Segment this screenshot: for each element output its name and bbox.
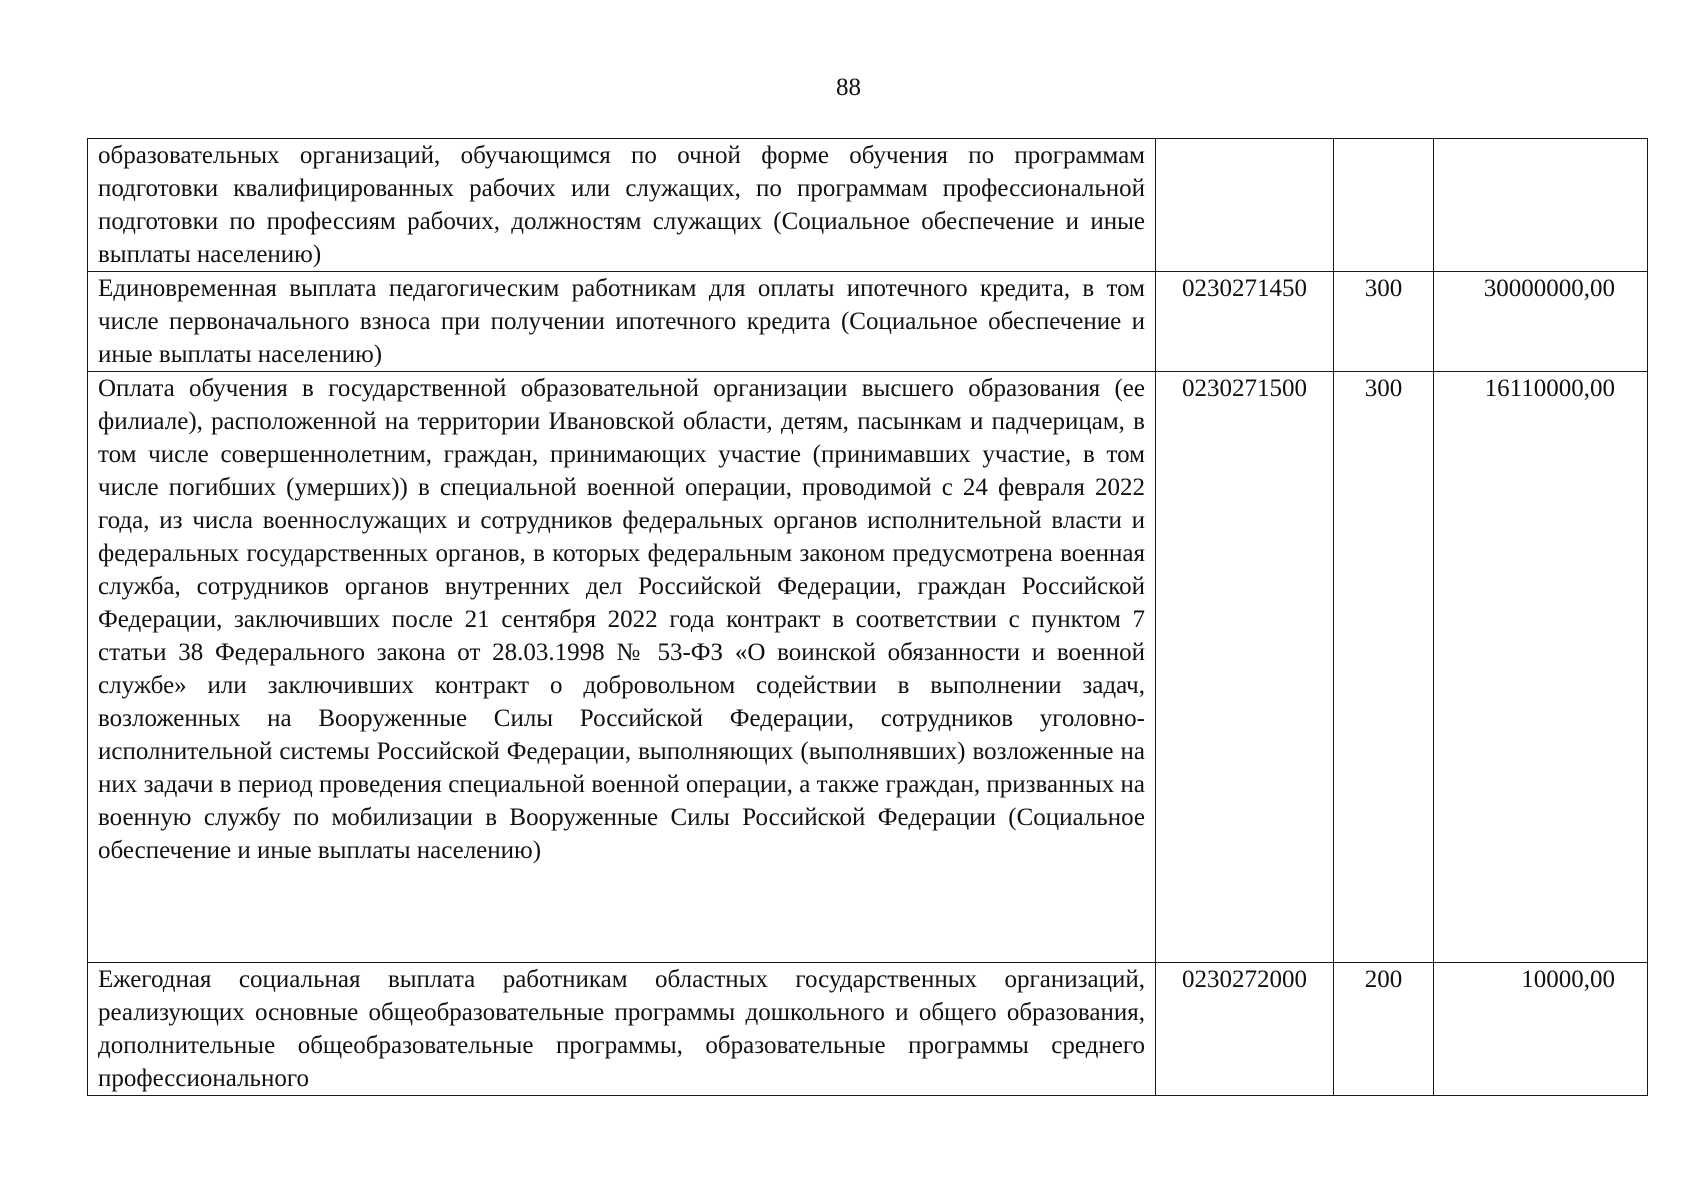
row-target-code: 0230271500 <box>1156 372 1334 963</box>
row-description: Оплата обучения в государственной образовательной организации высшего образования (ее филиале), расположенной на территории Ивановской области, детям, пасынкам и падчерицам, в том числе совершеннолетним, граждан, принимающих участие (принимавших участие, в том числе погибших (умерших)) в специальной военной операции, проводимой с 24 февраля 2022 года, из числа военнослужащих и сотрудников федеральных органов исполнительной власти и федеральных государственных органов, в которых федеральным законом предусмотрена военная служба, сотрудников органов внутренних дел Российской Федерации, граждан Российской Федерации, заключивших после 21 сентября 2022 года контракт в соответствии с пунктом 7 статьи 38 Федерального закона от 28.03.1998 № 53-ФЗ «О воинской обязанности и военной службе» или заключивших контракт о добровольном содействии в выполнении задач, возложенных на Вооруженные Силы Российской Федерации, сотрудников уголовно-исполнительной системы Российской Федерации, выполняющих (выполнявших) возложенные на них задачи в период проведения специальной военной операции, а также граждан, призванных на военную службу по мобилизации в Вооруженные Силы Российской Федерации (Социальное обеспечение и иные выплаты населению) <box>88 372 1156 963</box>
row-expense-type: 200 <box>1334 963 1434 1096</box>
row-description: Ежегодная социальная выплата работникам областных государственных организаций, реализующих основные общеобразовательные программы дошкольного и общего образования, дополнительные общеобразовательные программы, образовательные программы среднего профессионального <box>88 963 1156 1096</box>
row-target-code: 0230272000 <box>1156 963 1334 1096</box>
row-expense-type <box>1334 139 1434 272</box>
row-target-code: 0230271450 <box>1156 272 1334 372</box>
table-row <box>88 139 1648 272</box>
row-description: образовательных организаций, обучающимся по очной форме обучения по программам подготовки квалифицированных рабочих или служащих, по программам профессиональной подготовки по профессиям рабочих, должностям служащих (Социальное обеспечение и иные выплаты населению) <box>88 139 1156 272</box>
table-row <box>88 963 1648 1096</box>
row-expense-type: 300 <box>1334 372 1434 963</box>
row-expense-type: 300 <box>1334 272 1434 372</box>
table-row <box>88 272 1648 372</box>
row-target-code <box>1156 139 1334 272</box>
table-row <box>88 372 1648 963</box>
row-amount: 16110000,00 <box>1434 372 1648 963</box>
row-description: Единовременная выплата педагогическим работникам для оплаты ипотечного кредита, в том числе первоначального взноса при получении ипотечного кредита (Социальное обеспечение и иные выплаты населению) <box>88 272 1156 372</box>
row-amount: 30000000,00 <box>1434 272 1648 372</box>
row-amount <box>1434 139 1648 272</box>
page-number: 88 <box>836 74 861 101</box>
row-amount: 10000,00 <box>1434 963 1648 1096</box>
budget-table <box>87 138 1648 1096</box>
